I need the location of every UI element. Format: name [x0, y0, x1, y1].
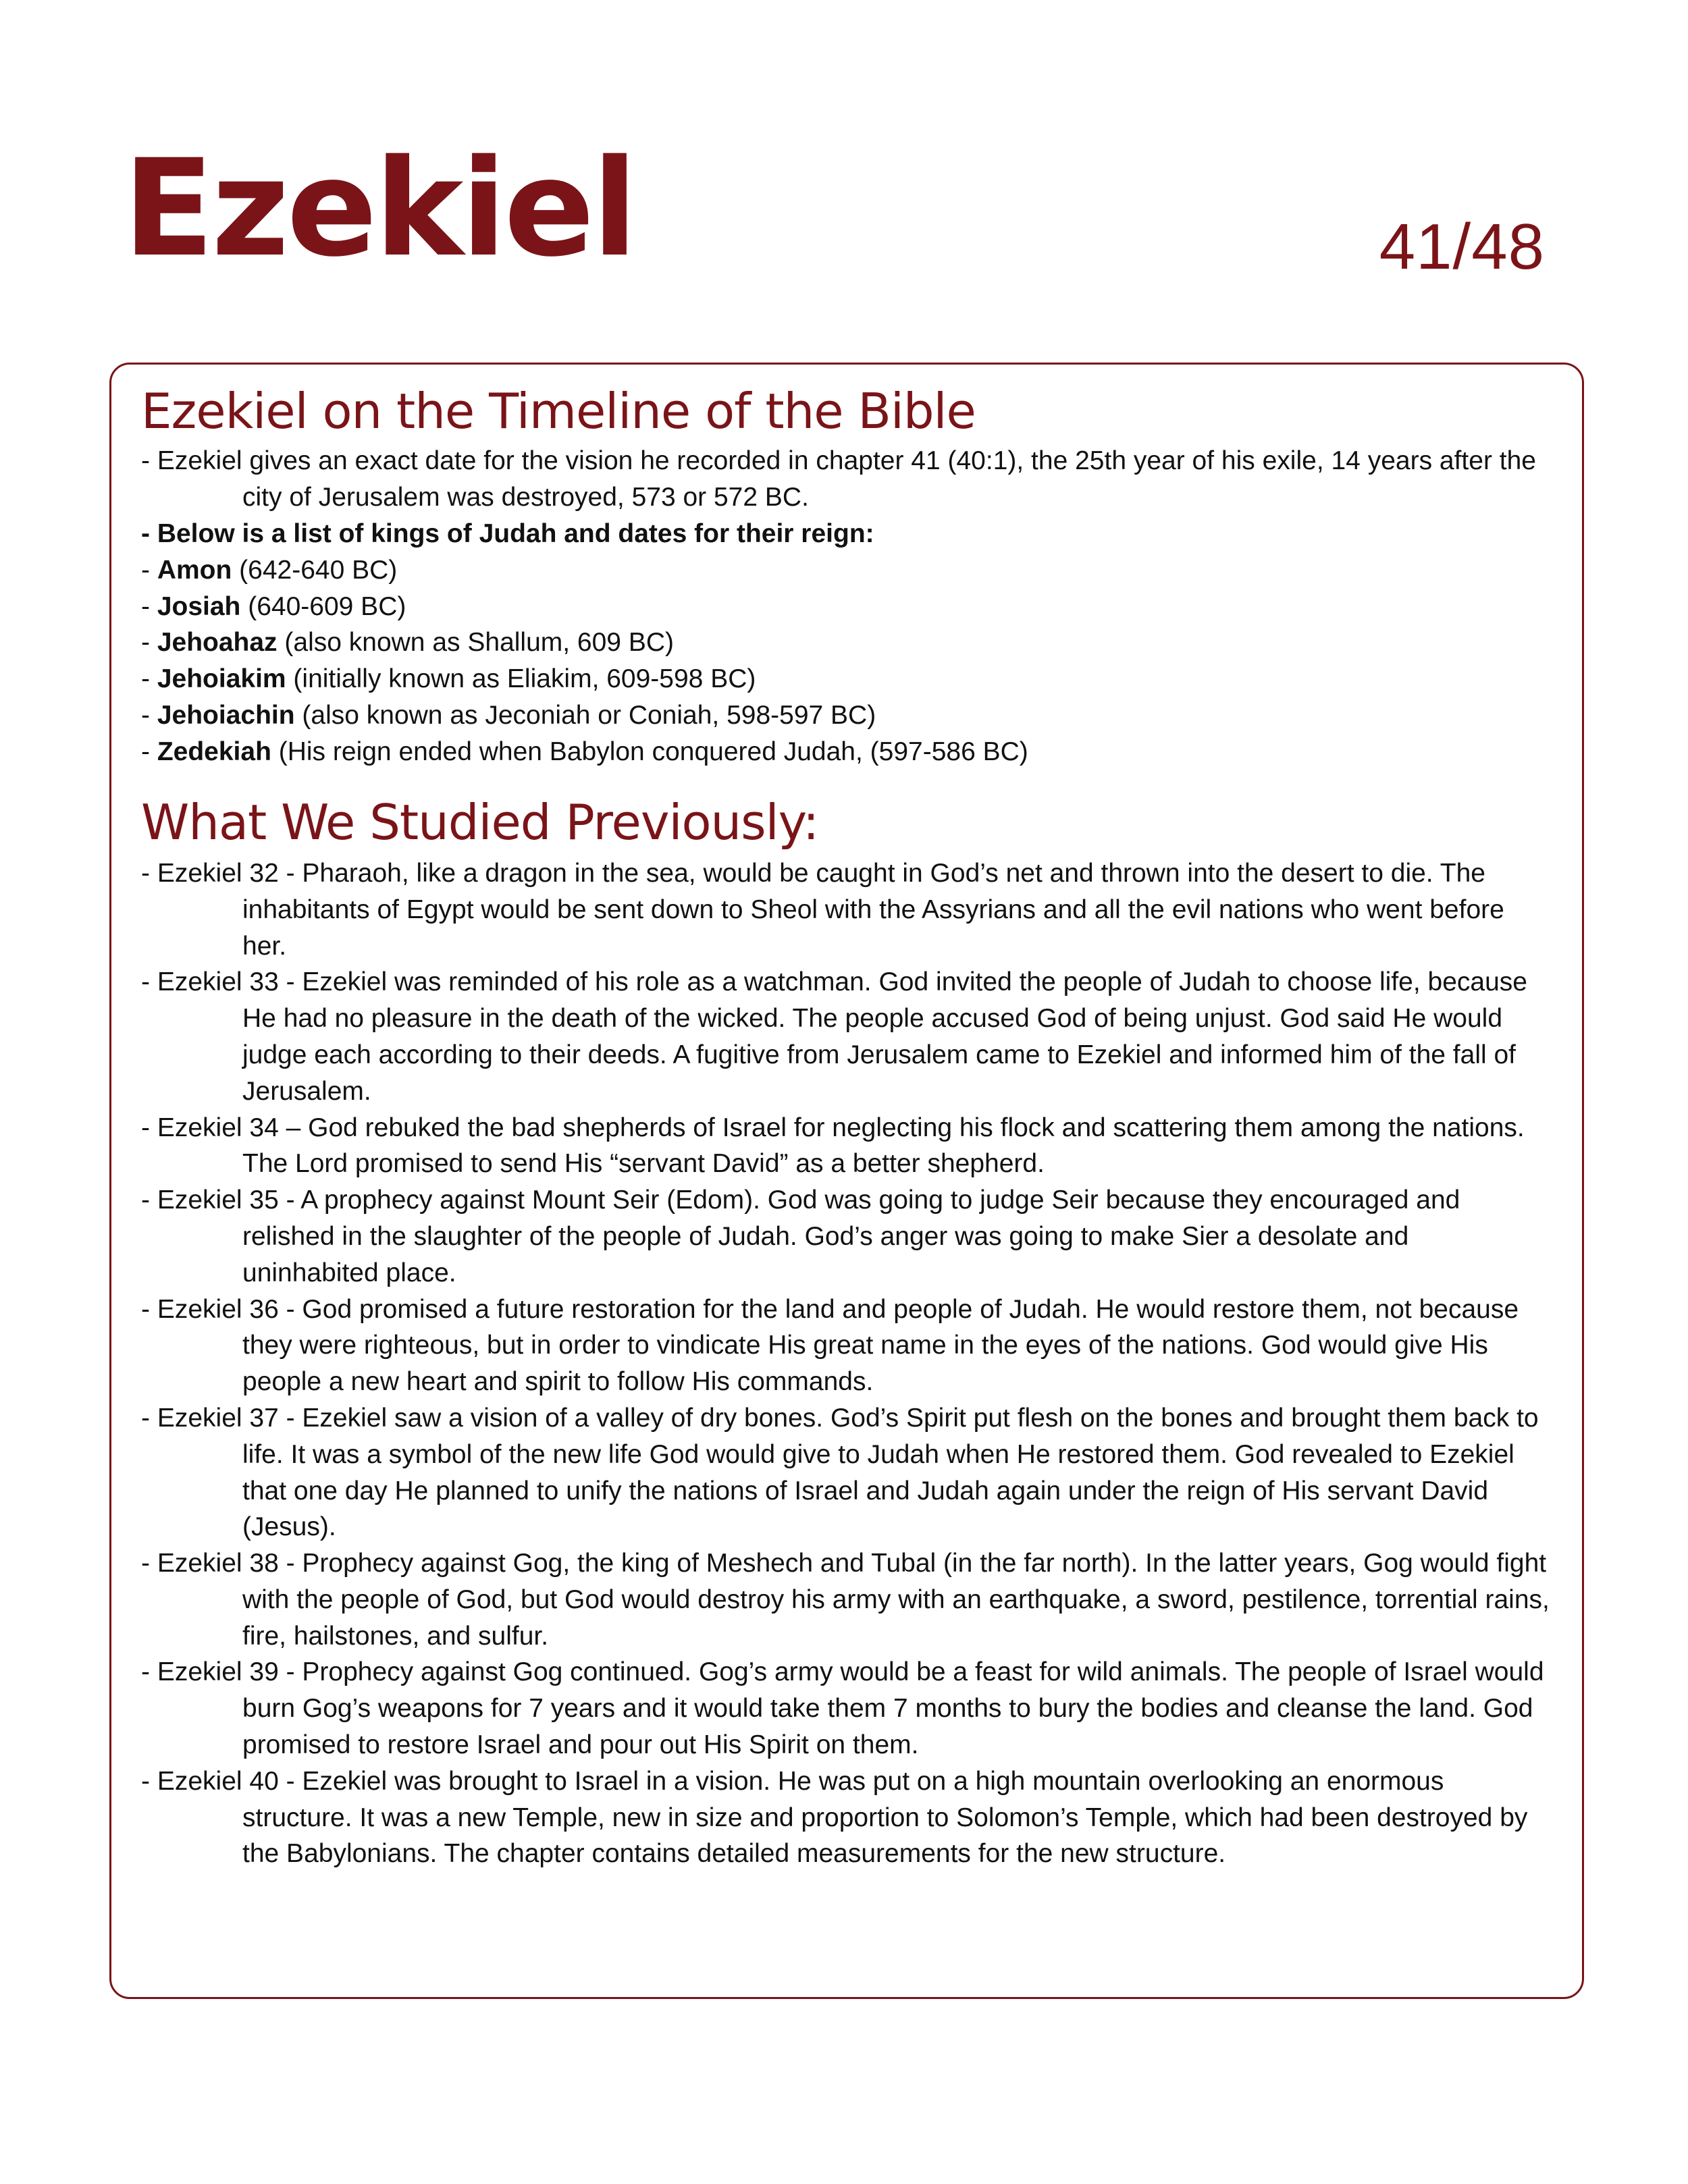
king-item	[141, 589, 1550, 625]
king-prefix: -	[141, 555, 157, 585]
kings-list-heading: - Below is a list of kings of Judah and dates for their reign:	[141, 518, 874, 548]
king-prefix: -	[141, 664, 157, 694]
king-name: Zedekiah	[157, 737, 271, 766]
summary-item: - Ezekiel 39 - Prophecy against Gog continued. Gog’s army would be a feast for wild animals. The people of Israel would burn Gog’s weapons for 7 years and it would take them 7 months to bury the bodies and cleanse the land. God promised to restore Israel and pour out His Spirit on them.	[141, 1657, 1544, 1760]
timeline-heading: Ezekiel on the Timeline of the Bible	[141, 383, 976, 440]
king-detail: (also known as Shallum, 609 BC)	[277, 628, 674, 658]
king-name: Jehoahaz	[157, 628, 278, 658]
content-panel	[109, 363, 1584, 1999]
king-item	[141, 661, 1550, 697]
summary-item: - Ezekiel 35 - A prophecy against Mount Seir (Edom). God was going to judge Seir because they encouraged and relished in the slaughter of the people of Judah. God’s anger was going to make Sier a desolate and uninhabited place.	[141, 1186, 1460, 1287]
summary-item: - Ezekiel 33 - Ezekiel was reminded of his role as a watchman. God invited the people of Judah to choose life, because He had no pleasure in the death of the wicked. The people accused God of being unjust. God said He would judge each according to their deeds. A fugitive from Jerusalem came to Ezekiel and informed him of the fall of Jerusalem.	[141, 967, 1527, 1106]
timeline-intro: - Ezekiel gives an exact date for the vision he recorded in chapter 41 (40:1), the 25th year of his exile, 14 years after the city of Jerusalem was destroyed, 573 or 572 BC.	[141, 446, 1536, 512]
king-prefix: -	[141, 628, 157, 658]
summary-item: - Ezekiel 40 - Ezekiel was brought to Israel in a vision. He was put on a high mountain overlooking an enormous structure. It was a new Temple, new in size and proportion to Solomon’s Temple, which had been destroyed by the Babylonians. The chapter contains detailed measurements for the new structure.	[141, 1766, 1528, 1869]
king-item	[141, 734, 1550, 770]
king-prefix: -	[141, 700, 157, 730]
summary-item: - Ezekiel 38 - Prophecy against Gog, the king of Meshech and Tubal (in the far north). In the latter years, Gog would fight with the people of God, but God would destroy his army with an earthquake, a sword, pestilence, torrential rains, fire, hailstones, and sulfur.	[141, 1549, 1550, 1651]
king-prefix: -	[141, 591, 157, 621]
king-detail: (His reign ended when Babylon conquered Judah, (597-586 BC)	[271, 737, 1028, 766]
king-item	[141, 552, 1550, 589]
king-name: Jehoiakim	[157, 664, 286, 694]
king-detail: (also known as Jeconiah or Coniah, 598-597 BC)	[294, 700, 876, 730]
page-title: Ezekiel	[123, 130, 635, 286]
summary-item: - Ezekiel 32 - Pharaoh, like a dragon in the sea, would be caught in God’s net and thrown into the desert to die. The inhabitants of Egypt would be sent down to Sheol with the Assyrians and all the evil nations who went before her.	[141, 858, 1504, 961]
king-name: Jehoiachin	[157, 700, 295, 730]
king-item	[141, 697, 1550, 734]
king-detail: (640-609 BC)	[240, 591, 406, 621]
king-item	[141, 624, 1550, 661]
summary-item: - Ezekiel 34 – God rebuked the bad shepherds of Israel for neglecting his flock and scattering them among the nations. The Lord promised to send His “servant David” as a better shepherd.	[141, 1113, 1525, 1179]
timeline-list	[141, 443, 1550, 770]
king-name: Josiah	[157, 591, 241, 621]
king-detail: (initially known as Eliakim, 609-598 BC)	[286, 664, 756, 694]
previous-heading: What We Studied Previously:	[141, 793, 819, 851]
king-detail: (642-640 BC)	[232, 555, 398, 585]
summary-item: - Ezekiel 36 - God promised a future restoration for the land and people of Judah. He would restore them, not because they were righteous, but in order to vindicate His great name in the eyes of the nations. God would give His people a new heart and spirit to follow His commands.	[141, 1294, 1519, 1397]
king-prefix: -	[141, 737, 157, 766]
summary-item: - Ezekiel 37 - Ezekiel saw a vision of a valley of dry bones. God’s Spirit put flesh on the bones and brought them back to life. It was a symbol of the new life God would give to Judah when He restored them. God revealed to Ezekiel that one day He planned to unify the nations of Israel and Judah again under the reign of His servant David (Jesus).	[141, 1403, 1539, 1542]
king-name: Amon	[157, 555, 232, 585]
previous-list	[141, 855, 1550, 1872]
page-number: 41/48	[1379, 211, 1545, 283]
